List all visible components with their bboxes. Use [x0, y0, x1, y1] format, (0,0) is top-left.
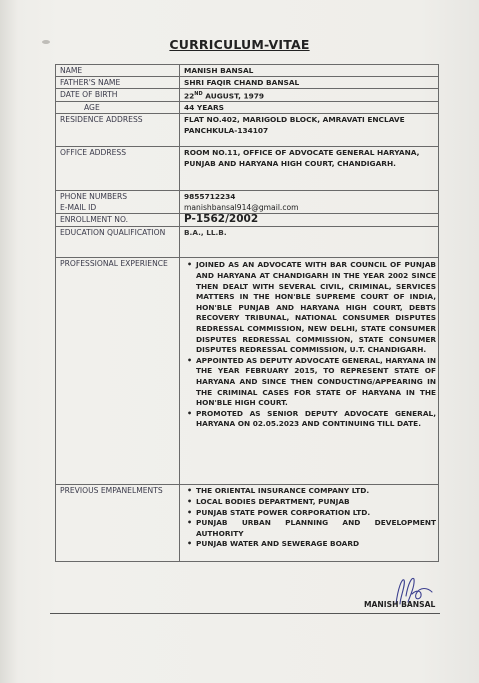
row-office [56, 147, 439, 191]
bottom-divider [50, 613, 440, 614]
experience-point: • JOINED AS AN ADVOCATE WITH BAR COUNCIL OF PUNJAB AND HARYANA AT CHANDIGARH IN THE YEAR 2002 SINCE THEN DEALT WITH SEVERAL CIVIL, CRIMINAL, SERVICES MATTERS IN THE HON'BLE SUPREME COURT OF INDIA, HON'BLE PUNJAB AND HARYANA HIGH COURT, DEBTS RECOVERY TRIBUNAL, NATIONAL CONSUMER DISPUTES REDRESSAL COMMISSION, NEW DELHI, STATE CONSUMER DISPUTES REDRESSAL COMMISSION, STATE CONSUMER DISPUTES REDRESSAL COMMISSION, U.T. CHANDIGARH. [196, 260, 436, 355]
row-enrollment [56, 214, 439, 227]
empanelment-item: • PUNJAB WATER AND SEWERAGE BOARD [196, 539, 436, 550]
row-contact [56, 191, 439, 214]
value-office: ROOM NO.11, OFFICE OF ADVOCATE GENERAL HARYANA, PUNJAB AND HARYANA HIGH COURT, CHANDIGARH. [180, 147, 439, 191]
value-dob [180, 89, 439, 102]
label-phone: PHONE NUMBERS [60, 192, 128, 202]
value-email: manishbansal914@gmail.com [184, 203, 299, 213]
dob-rest: AUGUST, 1979 [202, 91, 265, 101]
label-father: FATHER'S NAME [56, 77, 180, 89]
label-experience: PROFESSIONAL EXPERIENCE [56, 258, 180, 485]
dob-day: 22 [184, 91, 195, 101]
empanelment-item: • PUNJAB STATE POWER CORPORATION LTD. [196, 508, 436, 519]
label-education: EDUCATION QUALIFICATION [56, 227, 180, 258]
label-name: NAME [56, 65, 180, 77]
value-residence: FLAT NO.402, MARIGOLD BLOCK, AMRAVATI ENCLAVE PANCHKULA-134107 [180, 114, 439, 147]
label-email: E-MAIL ID [60, 203, 97, 213]
value-empanelments [180, 485, 439, 562]
empanelment-item: • PUNJAB URBAN PLANNING AND DEVELOPMENT AUTHORITY [196, 518, 436, 539]
value-name: MANISH BANSAL [180, 65, 439, 77]
row-father [56, 77, 439, 89]
label-dob: DATE OF BIRTH [56, 89, 180, 102]
row-residence [56, 114, 439, 147]
row-age [56, 102, 439, 114]
label-enrollment: ENROLLMENT NO. [56, 214, 180, 227]
row-education [56, 227, 439, 258]
page-title: CURRICULUM-VITAE [169, 37, 310, 52]
row-empanelments [56, 485, 439, 562]
value-phone: 9855712234 [184, 192, 236, 202]
label-empanelments: PREVIOUS EMPANELMENTS [56, 485, 180, 562]
experience-point: • PROMOTED AS SENIOR DEPUTY ADVOCATE GENERAL, HARYANA ON 02.05.2023 AND CONTINUING TILL DATE. [196, 409, 436, 430]
value-contact [180, 191, 439, 214]
row-name [56, 65, 439, 77]
value-enrollment: P-1562/2002 [180, 214, 439, 227]
empanelment-item: • LOCAL BODIES DEPARTMENT, PUNJAB [196, 497, 436, 508]
label-office: OFFICE ADDRESS [56, 147, 180, 191]
value-education: B.A., LL.B. [180, 227, 439, 258]
empanelment-list [184, 486, 436, 550]
value-father: SHRI FAQIR CHAND BANSAL [180, 77, 439, 89]
value-experience [180, 258, 439, 485]
signature-name: MANISH BANSAL [364, 600, 436, 609]
row-experience [56, 258, 439, 485]
row-dob [56, 89, 439, 102]
experience-point: • APPOINTED AS DEPUTY ADVOCATE GENERAL, HARYANA IN THE YEAR FEBRUARY 2015, TO REPRESENT STATE OF HARYANA AND SINCE THEN CONDUCTING/APPEARING IN THE CRIMINAL CASES FOR STATE OF HARYANA IN THE HON'BLE HIGH COURT. [196, 356, 436, 409]
label-contact [56, 191, 180, 214]
label-age: AGE [56, 102, 180, 114]
dob-sup: ND [194, 91, 203, 97]
experience-list [184, 260, 436, 430]
empanelment-item: • THE ORIENTAL INSURANCE COMPANY LTD. [196, 486, 436, 497]
label-residence: RESIDENCE ADDRESS [56, 114, 180, 147]
cv-table [55, 64, 439, 562]
value-age: 44 YEARS [180, 102, 439, 114]
